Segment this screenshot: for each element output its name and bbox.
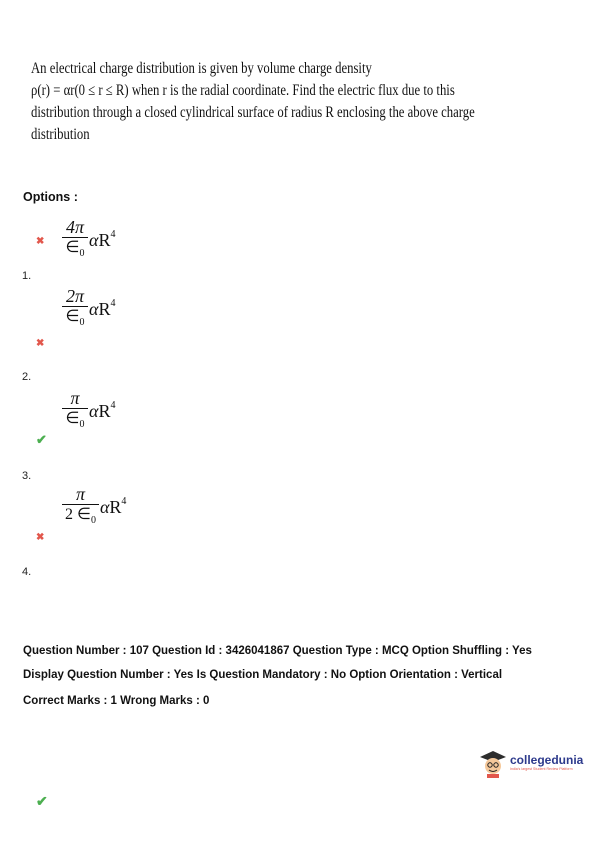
logo-name: collegedunia	[510, 753, 584, 767]
question-line-4: distribution	[31, 126, 90, 143]
option-2-formula[interactable]	[62, 286, 115, 333]
denominator: $\in_0$	[65, 239, 85, 260]
formula-rest: $\alpha R^4$	[89, 297, 116, 319]
numerator: 4π	[65, 217, 85, 237]
wrong-mark-icon: ✖	[36, 236, 45, 247]
fraction	[62, 484, 99, 531]
logo-tagline: India's largest Student Review Platform	[510, 767, 573, 771]
mascot-icon	[478, 748, 508, 778]
question-meta-line-1: Question Number : 107 Question Id : 3426041867 Question Type : MCQ Option Shuffling : Yes	[23, 645, 532, 657]
denominator: $\in_0$	[65, 308, 85, 329]
wrong-mark-icon: ✖	[36, 532, 45, 543]
option-4-formula[interactable]	[62, 484, 126, 531]
option-3-formula[interactable]	[62, 388, 115, 435]
question-line-3: distribution through a closed cylindrical surface of radius R enclosing the above charge	[31, 104, 475, 121]
formula-rest: $\alpha R^4$	[89, 399, 116, 421]
fraction	[62, 388, 88, 435]
numerator: π	[70, 388, 80, 408]
wrong-mark-icon: ✖	[36, 338, 45, 349]
formula-rest: $\alpha R^4$	[99, 495, 127, 517]
numerator: 2π	[65, 286, 85, 306]
fraction	[62, 286, 88, 333]
option-1-formula[interactable]	[62, 217, 115, 264]
option-2-number: 2.	[22, 371, 32, 383]
formula-rest: $\alpha R^4$	[89, 228, 116, 250]
question-meta-line-3: Correct Marks : 1 Wrong Marks : 0	[23, 695, 210, 707]
question-meta-line-2: Display Question Number : Yes Is Question Mandatory : No Option Orientation : Vertical	[23, 669, 503, 681]
option-1-number: 1.	[22, 270, 32, 282]
option-4-number: 4.	[22, 566, 32, 578]
fraction	[62, 217, 88, 264]
denominator: $\in_0$	[65, 410, 85, 431]
check-mark-icon: ✔	[36, 793, 48, 809]
question-line-2: ρ(r) = αr(0 ≤ r ≤ R) when r is the radial coordinate. Find the electric flux due to this	[31, 82, 455, 99]
denominator: 2 $\in_0$	[65, 506, 96, 527]
correct-mark-icon: ✔	[36, 432, 47, 447]
option-3-number: 3.	[22, 470, 32, 482]
question-line-1: An electrical charge distribution is given by volume charge density	[31, 60, 372, 77]
numerator: π	[75, 484, 85, 504]
collegedunia-logo	[478, 748, 583, 778]
options-title: Options :	[23, 190, 78, 204]
question-text	[31, 58, 475, 146]
